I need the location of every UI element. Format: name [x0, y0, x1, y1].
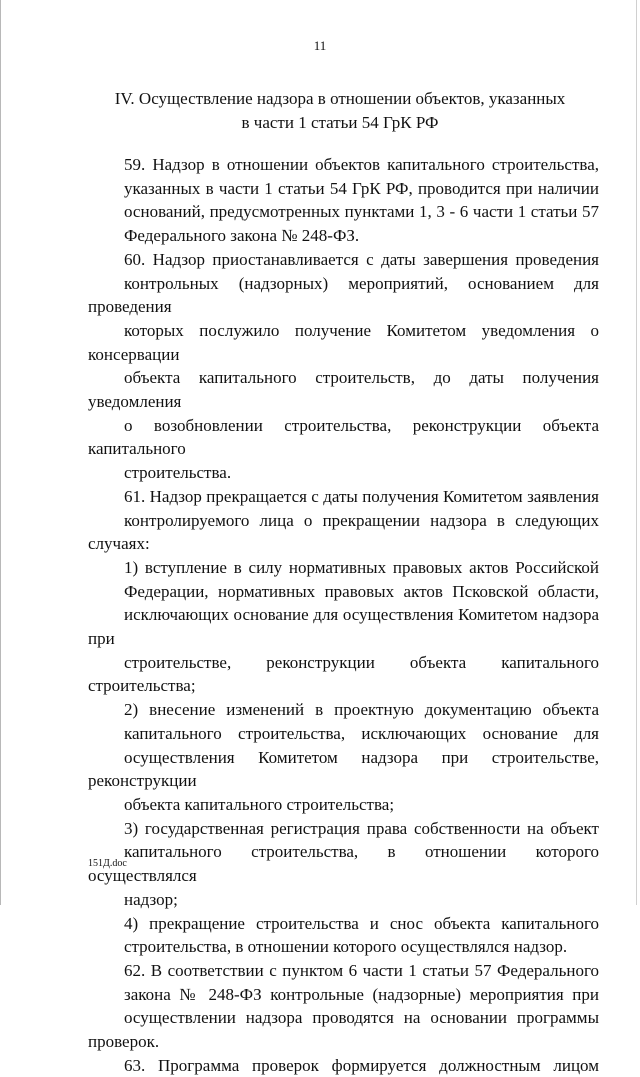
paragraph-line: которых послужило получение Комитетом уведомления о консервации	[88, 320, 599, 364]
paragraph-line: осуществлении надзора проводятся на основании программы проверок.	[88, 1008, 599, 1052]
paragraph-line: контролируемого лица о прекращении надзора в следующих случаях:	[88, 510, 599, 554]
paragraph-p61-2	[88, 698, 599, 817]
paragraph-p59	[88, 153, 599, 248]
scan-edge-left	[0, 0, 1, 905]
paragraph-line: о возобновлении строительства, реконструкции объекта капитального	[88, 415, 599, 459]
paragraph-line: Федерации, нормативных правовых актов Псковской области,	[124, 581, 599, 601]
footer-filename: 151Д.doc	[88, 858, 127, 869]
paragraph-line: указанных в части 1 статьи 54 ГрК РФ, проводится при наличии	[124, 178, 599, 198]
paragraph-line: 2) внесение изменений в проектную документацию объекта	[124, 700, 599, 720]
paragraph-line: объекта капитального строительства;	[124, 794, 395, 814]
paragraph-p61-3	[88, 817, 599, 912]
paragraph-line: капитального строительства, исключающих основание для	[124, 723, 599, 743]
paragraph-line: 62. В соответствии с пунктом 6 части 1 статьи 57 Федерального	[124, 960, 599, 980]
paragraph-line: контрольных (надзорных) мероприятий, основанием для проведения	[88, 273, 599, 317]
scan-edge-right	[636, 0, 637, 905]
paragraph-line: исключающих основание для осуществления Комитетом надзора при	[88, 605, 599, 649]
paragraph-line: капитального строительства, в отношении которого осуществлялся	[88, 842, 599, 886]
paragraph-line: оснований, предусмотренных пунктами 1, 3 - 6 части 1 статьи 57	[124, 202, 599, 222]
paragraph-p61-1	[88, 556, 599, 698]
paragraph-line: закона № 248-ФЗ контрольные (надзорные) мероприятия при	[124, 984, 599, 1004]
paragraph-line: Федерального закона № 248-ФЗ.	[124, 226, 360, 246]
section-title-line-1: IV. Осуществление надзора в отношении объектов, указанных	[114, 89, 566, 108]
paragraph-line: осуществления Комитетом надзора при строительстве, реконструкции	[88, 747, 599, 791]
paragraph-line: 1) вступление в силу нормативных правовых актов Российской	[124, 557, 599, 577]
page-number: 11	[313, 38, 327, 53]
paragraph-line: 60. Надзор приостанавливается с даты завершения проведения	[124, 249, 599, 269]
paragraph-p61-4	[88, 912, 599, 959]
paragraph-line: строительства.	[124, 463, 232, 483]
paragraph-line: объекта капитального строительств, до даты получения уведомления	[88, 368, 599, 412]
paragraph-line: 59. Надзор в отношении объектов капитального строительства,	[124, 155, 599, 174]
paragraph-p62	[88, 959, 599, 1054]
paragraph-p63	[88, 1054, 599, 1077]
section-title-line-2: в части 1 статьи 54 ГрК РФ	[241, 113, 439, 132]
paragraph-line: надзор;	[124, 889, 178, 909]
paragraph-line: 3) государственная регистрация права собственности на объект	[124, 818, 599, 838]
paragraph-p61	[88, 485, 599, 556]
paragraph-p60	[88, 248, 599, 485]
paragraph-line: 61. Надзор прекращается с даты получения Комитетом заявления	[124, 486, 599, 506]
paragraph-line: 4) прекращение строительства и снос объекта капитального	[124, 913, 599, 933]
document-body	[88, 153, 599, 1077]
paragraph-line: строительства, в отношении которого осуществлялся надзор.	[124, 937, 568, 957]
paragraph-line: строительстве, реконструкции объекта капитального строительства;	[88, 652, 599, 696]
section-title	[100, 87, 580, 135]
paragraph-line: 63. Программа проверок формируется должностным лицом	[124, 1055, 599, 1075]
